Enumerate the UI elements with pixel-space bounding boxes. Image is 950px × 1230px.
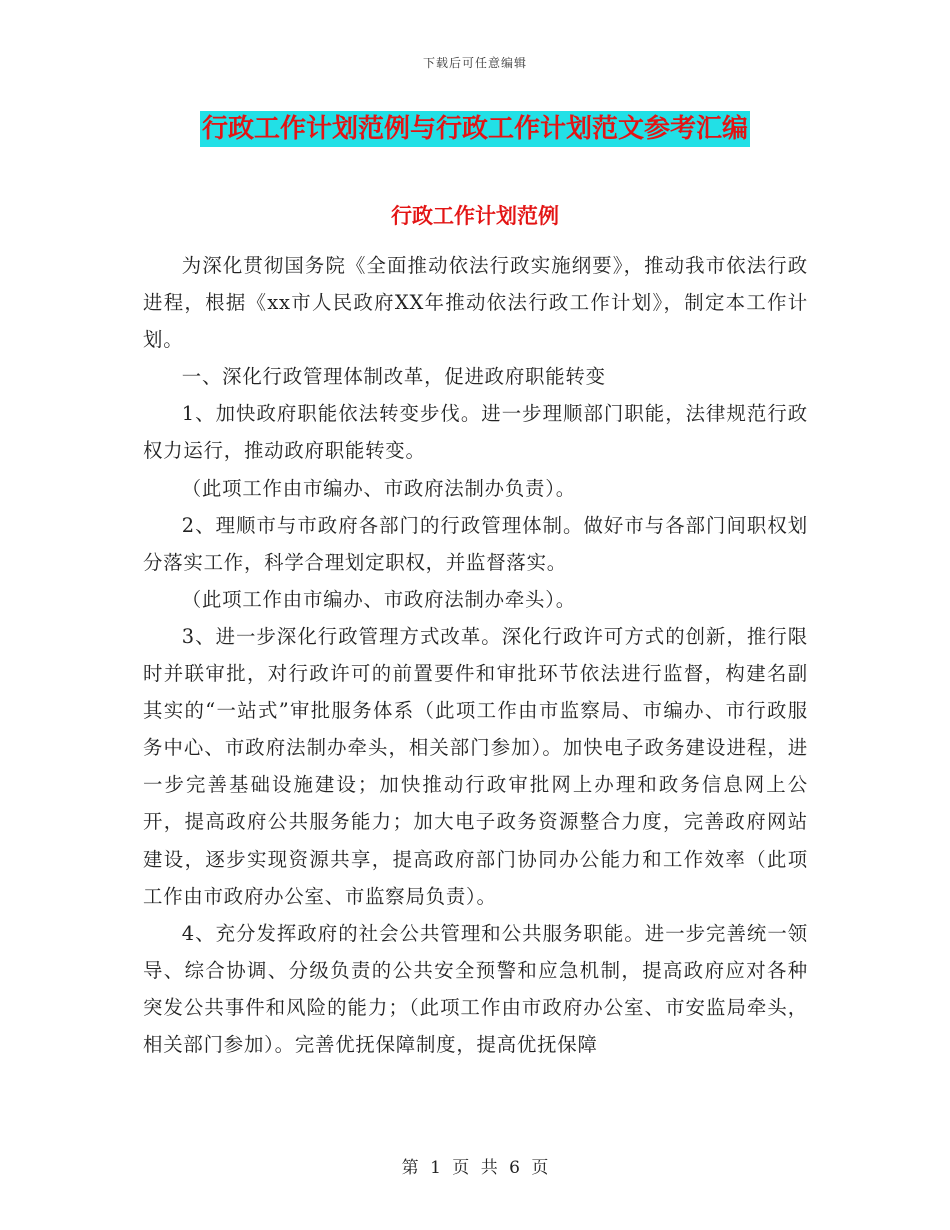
page-header-note: 下载后可任意编辑 [422, 56, 527, 70]
paragraph-note-1: （此项工作由市编办、市政府法制办负责）。 [181, 476, 576, 500]
main-title-container [0, 111, 950, 147]
document-body [143, 247, 808, 1063]
section-title: 行政工作计划范例 [391, 204, 559, 228]
paragraph-heading-1: 一、深化行政管理体制改革，促进政府职能转变 [181, 365, 606, 389]
paragraph-intro: 为深化贯彻国务院《全面推动依法行政实施纲要》，推动我市依法行政进程，根据《xx市人民政府XX年推动依法行政工作计划》，制定本工作计划。 [143, 254, 808, 352]
main-title: 行政工作计划范例与行政工作计划范文参考汇编 [200, 111, 750, 147]
paragraph-item-2: 2、理顺市与市政府各部门的行政管理体制。做好市与各部门间职权划分落实工作，科学合理划定职权，并监督落实。 [143, 513, 808, 574]
paragraph-note-2: （此项工作由市编办、市政府法制办牵头）。 [181, 587, 576, 611]
paragraph-item-4: 4、充分发挥政府的社会公共管理和公共服务职能。进一步完善统一领导、综合协调、分级负责的公共安全预警和应急机制，提高政府应对各种突发公共事件和风险的能力；（此项工作由市政府办公室、市安监局牵头，相关部门参加）。完善优抚保障制度，提高优抚保障 [143, 921, 808, 1056]
paragraph-item-1: 1、加快政府职能依法转变步伐。进一步理顺部门职能，法律规范行政权力运行，推动政府职能转变。 [143, 402, 808, 463]
paragraph-item-3: 3、进一步深化行政管理方式改革。深化行政许可方式的创新，推行限时并联审批，对行政许可的前置要件和审批环节依法进行监督，构建名副其实的“一站式”审批服务体系（此项工作由市监察局、市编办、市行政服务中心、市政府法制办牵头，相关部门参加）。加快电子政务建设进程，进一步完善基础设施建设；加快推动行政审批网上办理和政务信息网上公开，提高政府公共服务能力；加大电子政务资源整合力度，完善政府网站建设，逐步实现资源共享，提高政府部门协同办公能力和工作效率（此项工作由市政府办公室、市监察局负责）。 [143, 624, 808, 908]
page-footer-number: 第 1 页 共 6 页 [401, 1158, 549, 1178]
